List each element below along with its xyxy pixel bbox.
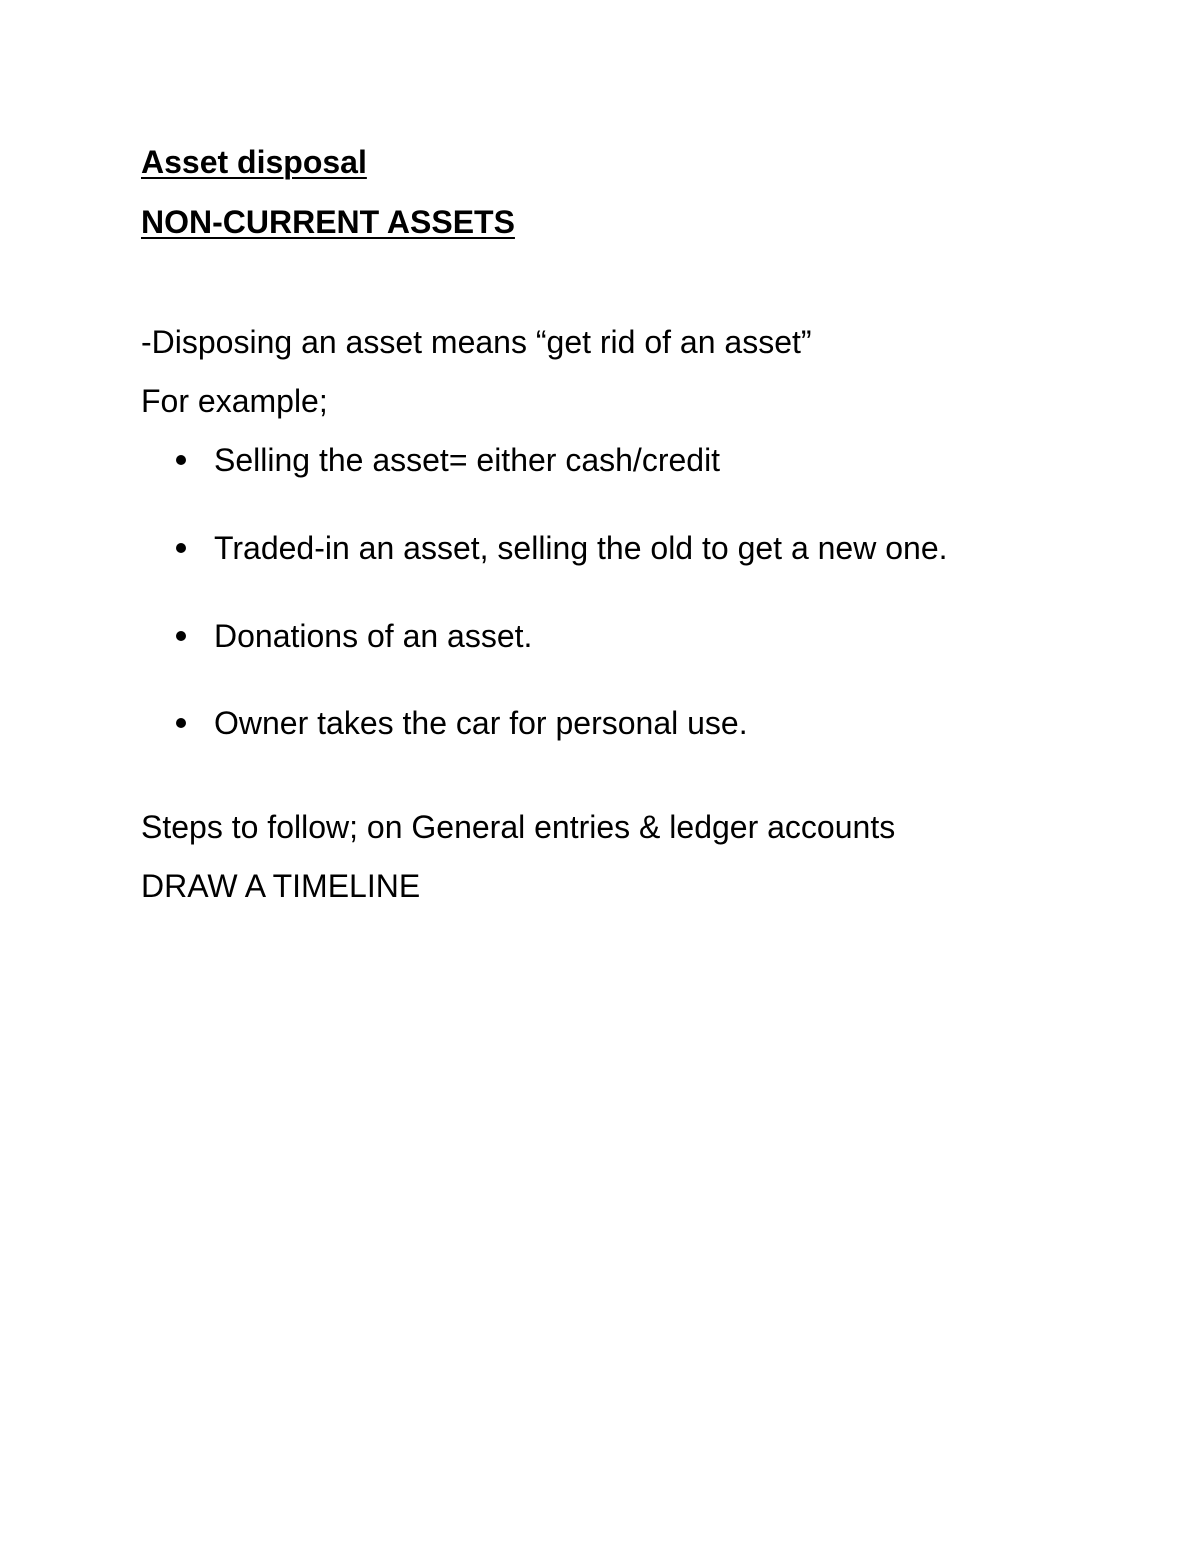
example-intro: For example; [141,383,328,419]
list-item [173,440,720,480]
list-item [173,616,532,656]
instruction-text: DRAW A TIMELINE [141,868,421,904]
page-title: Asset disposal [141,144,367,180]
definition-text: -Disposing an asset means “get rid of an asset” [141,324,812,360]
steps-text: Steps to follow; on General entries & ledger accounts [141,809,896,845]
section-heading: NON-CURRENT ASSETS [141,204,515,240]
bullet-icon [176,631,186,641]
bullet-icon [176,543,186,553]
list-item [173,703,748,743]
list-item-text: Traded-in an asset, selling the old to get a new one. [214,530,948,566]
list-item-text: Donations of an asset. [214,618,533,654]
bullet-icon [176,718,186,728]
list-item [173,528,948,568]
bullet-icon [176,455,186,465]
list-item-text: Owner takes the car for personal use. [214,705,748,741]
list-item-text: Selling the asset= either cash/credit [214,442,721,478]
